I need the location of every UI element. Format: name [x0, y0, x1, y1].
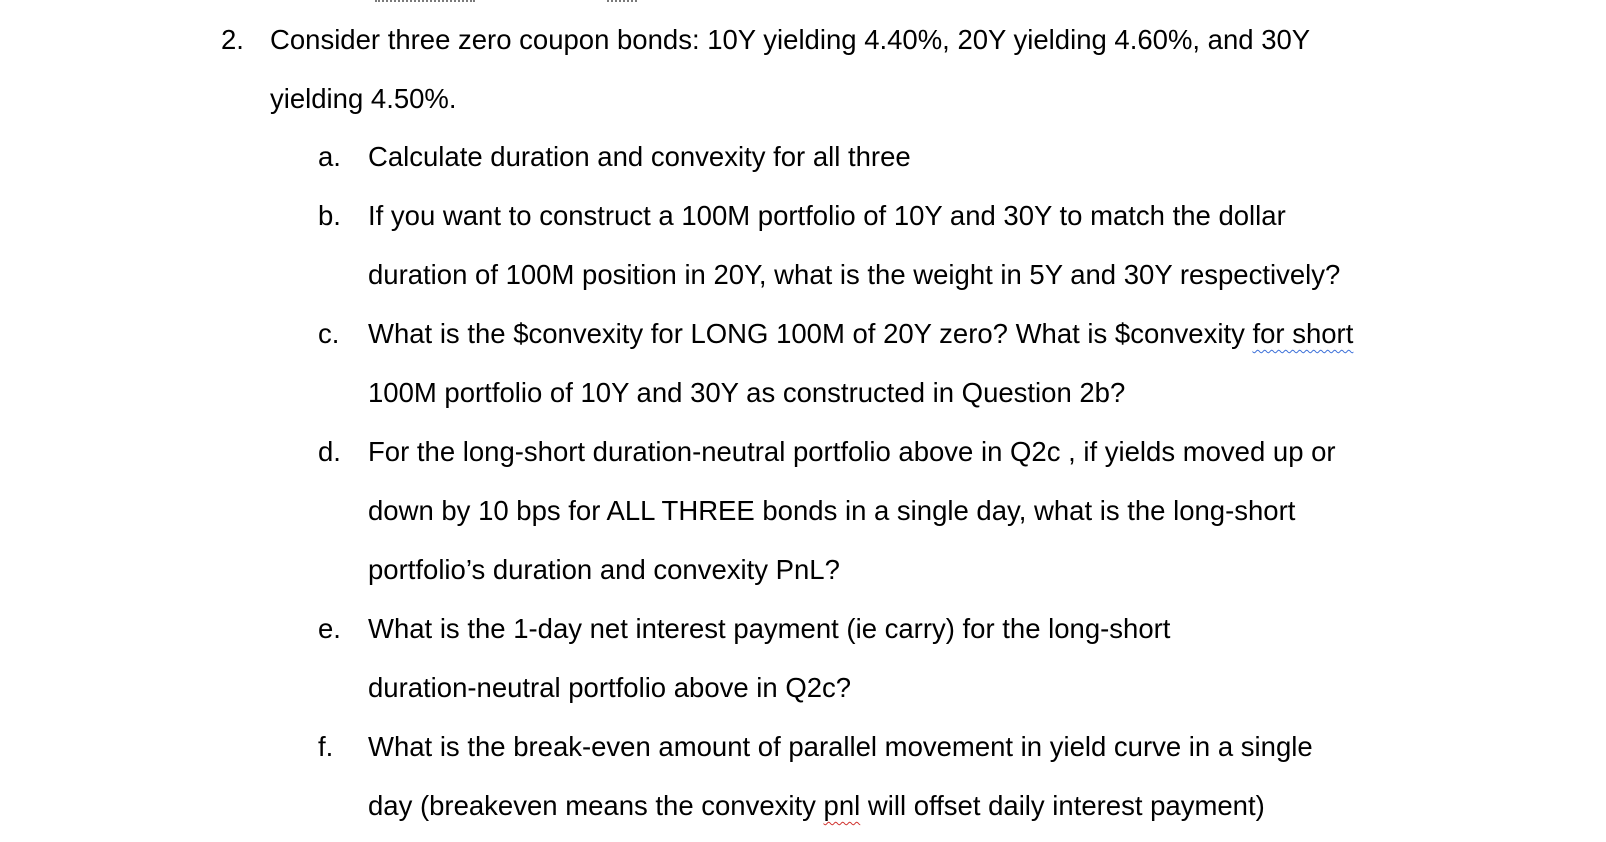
spellcheck-flagged-word[interactable]: pnl [823, 790, 861, 821]
part-label: f. [318, 731, 334, 762]
part-c-line-1-text: What is the $convexity for LONG 100M of 20Y zero? What is $convexity [368, 318, 1253, 349]
part-c-line-2: 100M portfolio of 10Y and 30Y as constructed in Question 2b? [368, 377, 1126, 408]
part-c-line-1 [368, 317, 1353, 351]
part-label: c. [318, 318, 340, 349]
part-e-line-1: What is the 1-day net interest payment (ie carry) for the long-short [368, 613, 1171, 644]
part-label: d. [318, 436, 341, 467]
part-f-line-1: What is the break-even amount of parallel movement in yield curve in a single [368, 731, 1313, 762]
part-b-line-1: If you want to construct a 100M portfolio of 10Y and 30Y to match the dollar [368, 200, 1286, 231]
part-label: a. [318, 141, 341, 172]
part-e-line-2: duration-neutral portfolio above in Q2c? [368, 672, 852, 703]
previous-page-underline-remnants [375, 0, 705, 4]
grammar-flagged-text[interactable]: for short [1252, 318, 1354, 349]
remnant-underline [375, 0, 475, 5]
remnant-underline [607, 0, 637, 5]
part-f-line-2-text: day (breakeven means the convexity [368, 790, 824, 821]
part-label: b. [318, 200, 341, 231]
part-b-line-2: duration of 100M position in 20Y, what is the weight in 5Y and 30Y respectively? [368, 259, 1341, 290]
part-f-line-2 [368, 789, 1265, 823]
part-d-line-2: down by 10 bps for ALL THREE bonds in a single day, what is the long-short [368, 495, 1296, 526]
question-stem-line-2: yielding 4.50%. [270, 83, 457, 114]
question-stem-line-1: Consider three zero coupon bonds: 10Y yielding 4.40%, 20Y yielding 4.60%, and 30Y [270, 24, 1311, 55]
part-d-line-3: portfolio’s duration and convexity PnL? [368, 554, 840, 585]
part-d-line-1: For the long-short duration-neutral portfolio above in Q2c , if yields moved up or [368, 436, 1336, 467]
question-number: 2. [221, 24, 244, 55]
part-f-line-2-text-end: will offset daily interest payment) [860, 790, 1265, 821]
part-a-line-1: Calculate duration and convexity for all three [368, 141, 911, 172]
part-label: e. [318, 613, 341, 644]
